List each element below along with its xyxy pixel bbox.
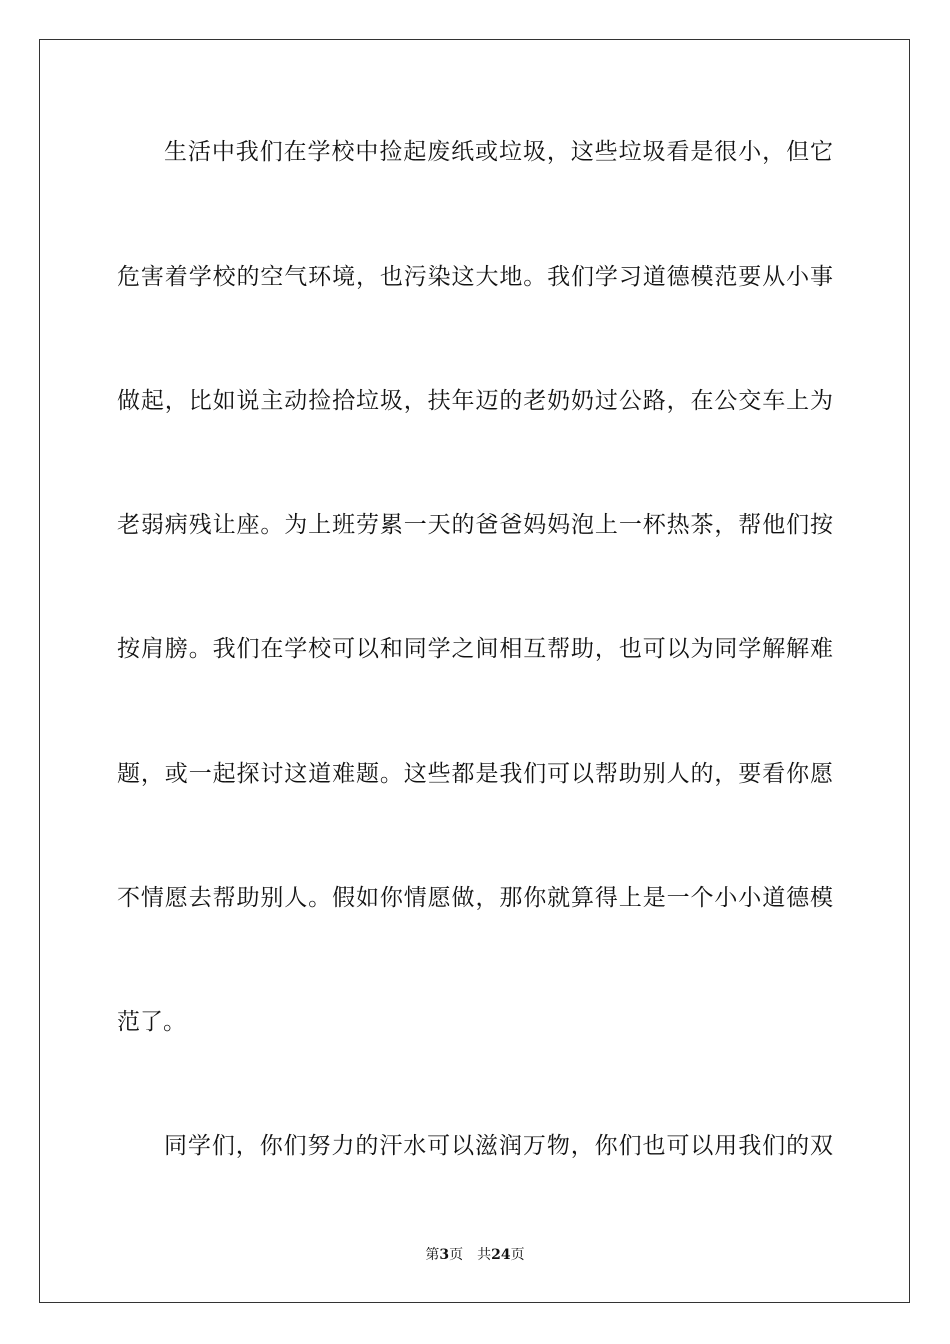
- page-number: 3: [439, 1247, 450, 1263]
- paragraph-line-2: 危害着学校的空气环境，也污染这大地。我们学习道德模范要从小事: [117, 264, 833, 290]
- total-prefix: 共: [477, 1247, 492, 1263]
- paragraph-line-1: 生活中我们在学校中捡起废纸或垃圾，这些垃圾看是很小，但它: [164, 139, 833, 165]
- paragraph-line-8: 范了。: [117, 1009, 186, 1035]
- total-pages: 24: [491, 1247, 511, 1263]
- page-footer: [0, 1246, 950, 1264]
- paragraph-line-4: 老弱病残让座。为上班劳累一天的爸爸妈妈泡上一杯热茶，帮他们按: [117, 512, 833, 538]
- page-border: [39, 39, 910, 1303]
- paragraph-line-9: 同学们，你们努力的汗水可以滋润万物，你们也可以用我们的双: [164, 1133, 833, 1159]
- paragraph-line-3: 做起，比如说主动捡拾垃圾，扶年迈的老奶奶过公路，在公交车上为: [117, 388, 833, 414]
- paragraph-line-7: 不情愿去帮助别人。假如你情愿做，那你就算得上是一个小小道德模: [117, 885, 833, 911]
- page-suffix: 页: [449, 1247, 464, 1263]
- paragraph-line-6: 题，或一起探讨这道难题。这些都是我们可以帮助别人的，要看你愿: [117, 761, 833, 787]
- total-suffix: 页: [510, 1247, 525, 1263]
- paragraph-line-5: 按肩膀。我们在学校可以和同学之间相互帮助，也可以为同学解解难: [117, 636, 833, 662]
- page-prefix: 第: [425, 1247, 440, 1263]
